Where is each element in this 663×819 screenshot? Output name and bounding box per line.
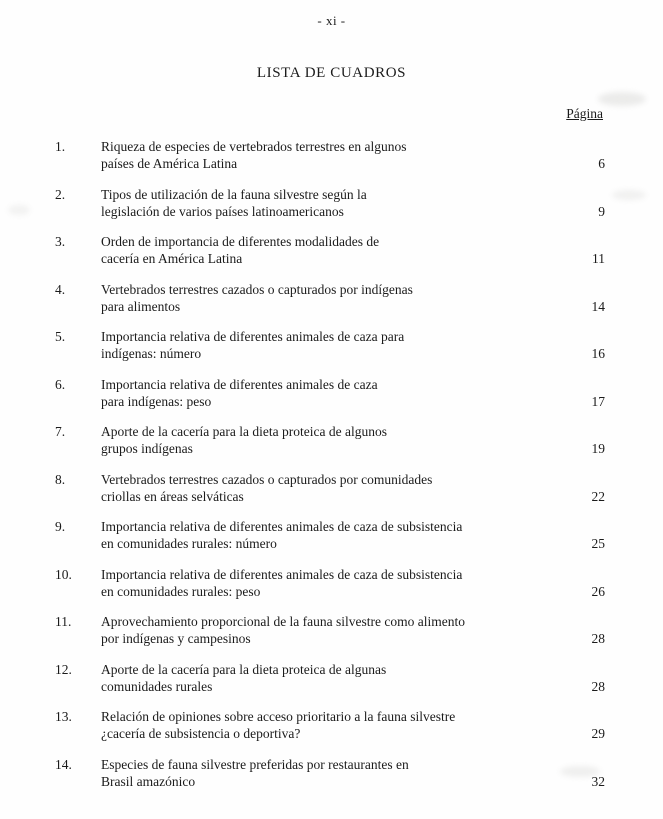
entry-number: 6. bbox=[55, 376, 66, 392]
entry-line2: ¿cacería de subsistencia o deportiva? bbox=[101, 726, 301, 741]
entry-line2: Brasil amazónico bbox=[101, 773, 196, 789]
document-title: LISTA DE CUADROS bbox=[256, 65, 407, 81]
scan-artifact bbox=[612, 190, 646, 200]
entry-line2: comunidades rurales bbox=[101, 678, 213, 694]
entry-page-number: 22 bbox=[591, 488, 605, 504]
scan-artifact bbox=[598, 92, 646, 106]
entry-line1: Importancia relativa de diferentes animales de caza bbox=[101, 376, 378, 392]
entry-page-number: 25 bbox=[591, 536, 605, 551]
entry-line2: por indígenas y campesinos bbox=[101, 631, 251, 646]
entry-number: 2. bbox=[55, 186, 66, 202]
entry-line1: Especies de fauna silvestre preferidas por restaurantes en bbox=[101, 756, 409, 772]
entry-page-number: 11 bbox=[592, 251, 605, 266]
entry-number: 9. bbox=[55, 519, 66, 534]
entry-line1: Importancia relativa de diferentes animales de caza para bbox=[101, 329, 405, 344]
entry-number: 5. bbox=[55, 329, 66, 344]
entry-line1: Aprovechamiento proporcional de la fauna silvestre como alimento bbox=[101, 614, 465, 629]
entry-text bbox=[101, 423, 567, 457]
entry-text bbox=[101, 661, 567, 695]
entry-page-number: 28 bbox=[591, 678, 605, 694]
entry-page-number: 14 bbox=[591, 298, 605, 314]
entry-page-number: 26 bbox=[591, 583, 605, 599]
entry-number: 4. bbox=[55, 281, 66, 297]
entry-number: 13. bbox=[55, 709, 72, 724]
entry-number: 14. bbox=[55, 756, 72, 772]
entry-text bbox=[101, 281, 567, 315]
entry-text bbox=[101, 756, 567, 790]
page-column-header: Página bbox=[566, 106, 603, 121]
toc-entry bbox=[55, 661, 605, 695]
entry-text bbox=[101, 138, 567, 172]
toc-entry bbox=[55, 708, 605, 742]
toc-entry bbox=[55, 138, 605, 172]
entry-text bbox=[101, 518, 567, 552]
entry-line2: criollas en áreas selváticas bbox=[101, 488, 244, 504]
entry-line1: Aporte de la cacería para la dieta proteica de algunas bbox=[101, 661, 387, 677]
entry-page-number: 32 bbox=[591, 773, 605, 789]
toc-entry bbox=[55, 756, 605, 790]
entry-line2: países de América Latina bbox=[101, 156, 238, 171]
entry-number: 12. bbox=[55, 661, 72, 677]
entry-text bbox=[101, 186, 567, 220]
entry-page-number: 9 bbox=[598, 203, 605, 219]
page-folio: - xi - bbox=[317, 13, 346, 28]
entry-number: 10. bbox=[55, 566, 72, 582]
toc-entry bbox=[55, 471, 605, 505]
toc-entry bbox=[55, 233, 605, 267]
entry-text bbox=[101, 613, 567, 647]
entry-line1: Relación de opiniones sobre acceso prioritario a la fauna silvestre bbox=[101, 709, 456, 724]
entry-page-number: 29 bbox=[591, 726, 605, 741]
entry-line2: legislación de varios países latinoamericanos bbox=[101, 203, 344, 219]
entry-line2: para indígenas: peso bbox=[101, 393, 212, 409]
entry-line2: indígenas: número bbox=[101, 346, 202, 361]
entry-number: 11. bbox=[55, 614, 72, 629]
entry-line2: en comunidades rurales: número bbox=[101, 536, 277, 551]
entry-line2: en comunidades rurales: peso bbox=[101, 583, 261, 599]
entry-page-number: 19 bbox=[591, 441, 605, 456]
entry-line1: Importancia relativa de diferentes animales de caza de subsistencia bbox=[101, 519, 463, 534]
toc-entry bbox=[55, 376, 605, 410]
page-column-header-row bbox=[0, 106, 603, 122]
entry-number: 8. bbox=[55, 471, 66, 487]
toc-list bbox=[55, 138, 605, 790]
toc-entry bbox=[55, 613, 605, 647]
entry-text bbox=[101, 376, 567, 410]
entry-text bbox=[101, 471, 567, 505]
entry-page-number: 17 bbox=[591, 393, 605, 409]
entry-line2: para alimentos bbox=[101, 298, 181, 314]
entry-line1: Orden de importancia de diferentes modalidades de bbox=[101, 234, 380, 249]
entry-number: 3. bbox=[55, 234, 66, 249]
entry-line2: grupos indígenas bbox=[101, 441, 193, 456]
toc-entry bbox=[55, 566, 605, 600]
toc-entry bbox=[55, 281, 605, 315]
entry-text bbox=[101, 708, 567, 742]
entry-text bbox=[101, 233, 567, 267]
entry-line1: Aporte de la cacería para la dieta proteica de algunos bbox=[101, 424, 387, 439]
entry-text bbox=[101, 566, 567, 600]
entry-text bbox=[101, 328, 567, 362]
entry-page-number: 6 bbox=[598, 156, 605, 171]
scan-artifact bbox=[8, 205, 30, 215]
entry-line1: Vertebrados terrestres cazados o capturados por indígenas bbox=[101, 281, 413, 297]
toc-entry bbox=[55, 328, 605, 362]
entry-line1: Tipos de utilización de la fauna silvestre según la bbox=[101, 186, 367, 202]
entry-number: 7. bbox=[55, 424, 66, 439]
entry-line1: Riqueza de especies de vertebrados terrestres en algunos bbox=[101, 139, 407, 154]
toc-entry bbox=[55, 186, 605, 220]
entry-number: 1. bbox=[55, 139, 66, 154]
entry-line2: cacería en América Latina bbox=[101, 251, 243, 266]
toc-entry bbox=[55, 423, 605, 457]
entry-page-number: 28 bbox=[591, 631, 605, 646]
entry-page-number: 16 bbox=[591, 346, 605, 361]
entry-line1: Vertebrados terrestres cazados o capturados por comunidades bbox=[101, 471, 433, 487]
toc-entry bbox=[55, 518, 605, 552]
entry-line1: Importancia relativa de diferentes animales de caza de subsistencia bbox=[101, 566, 463, 582]
